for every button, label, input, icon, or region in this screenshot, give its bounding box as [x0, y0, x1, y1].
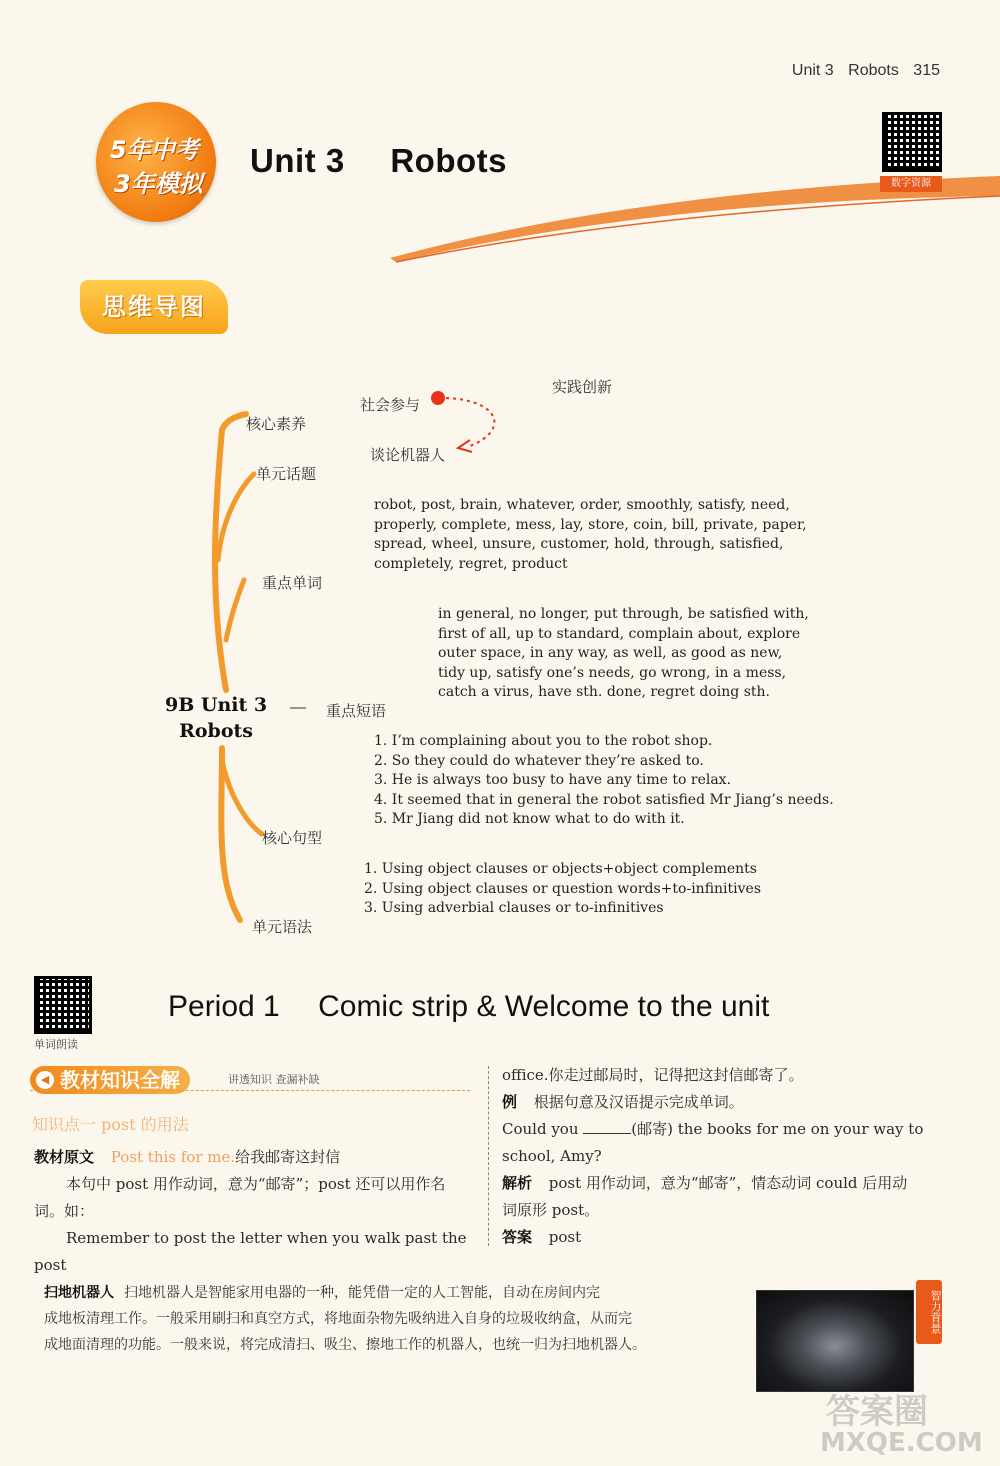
speaker-icon: ◀: [36, 1071, 54, 1089]
grammar-line: 1. Using object clauses or objects+object complements: [364, 861, 757, 877]
phrase-list: [438, 605, 809, 703]
sentence-line: 2. So they could do whatever they’re asked to.: [374, 752, 704, 769]
logo-line2: 3年模拟: [114, 170, 203, 198]
branch-theme: 单元话题: [256, 465, 317, 483]
phrase-line: catch a virus, have sth. done, regret doing sth.: [438, 684, 770, 700]
period-number: Period 1: [168, 990, 280, 1023]
original-translation: 给我邮寄这封信: [235, 1148, 341, 1166]
column-divider: [488, 1066, 489, 1246]
analysis-cont: 词原形 post。: [502, 1201, 600, 1219]
example-line: office.你走过邮局时，记得把这封信邮寄了。: [502, 1066, 804, 1084]
period-title: [168, 990, 769, 1024]
mindmap-talk: 谈论机器人: [370, 446, 446, 464]
note-line: 成地面清理的功能。一般来说，将完成清扫、吸尘、擦地工作的机器人，也统一归为扫地机器人。: [44, 1337, 646, 1353]
explanation-line: 词。如：: [34, 1202, 95, 1220]
analysis-text: post 用作动词，意为“邮寄”，情态动词 could 后用动: [548, 1174, 908, 1192]
section-badge-label: 教材知识全解: [60, 1068, 180, 1092]
right-column: [502, 1062, 946, 1251]
phrase-line: in general, no longer, put through, be satisfied with,: [438, 606, 809, 622]
header-topic: Robots: [848, 62, 899, 79]
word-line: robot, post, brain, whatever, order, smoothly, satisfy, need,: [374, 497, 790, 513]
example-line: Remember to post the letter when you walk past the post: [34, 1229, 467, 1274]
background-tag: 智力背景: [916, 1280, 942, 1344]
logo-line1: 5年中考: [110, 136, 199, 164]
branch-sentences: 核心句型: [262, 829, 323, 847]
word-line: completely, regret, product: [374, 555, 568, 572]
note-line: [44, 1280, 740, 1306]
background-note: [44, 1280, 740, 1358]
analysis-row: [502, 1170, 946, 1197]
grammar-list: [364, 860, 761, 919]
answer-label: 答案: [502, 1228, 533, 1246]
word-list: [374, 496, 807, 574]
answer-row: [502, 1224, 946, 1251]
mindmap-center: [165, 692, 267, 744]
mindmap-practice: 实践创新: [552, 378, 613, 396]
exercise-row: [502, 1089, 946, 1116]
note-text: 扫地机器人是智能家用电器的一种，能凭借一定的人工智能，自动在房间内完: [124, 1285, 600, 1301]
analysis-label: 解析: [502, 1174, 533, 1192]
exercise-question: [502, 1116, 946, 1143]
sentence-line: 5. Mr Jiang did not know what to do with it.: [374, 811, 685, 827]
explanation-line: 本句中 post 用作动词，意为“邮寄”；post 还可以用作名: [66, 1175, 446, 1193]
branch-words: 重点单词: [262, 574, 323, 592]
word-line: properly, complete, mess, lay, store, coin, bill, private, paper,: [374, 516, 807, 533]
grammar-line: 3. Using adverbial clauses or to-infinitives: [364, 900, 664, 916]
section-subtitle: 讲透知识 查漏补缺: [228, 1073, 320, 1086]
left-column: [34, 1144, 474, 1279]
period-name: Comic strip & Welcome to the unit: [318, 990, 770, 1023]
phrase-line: tidy up, satisfy one’s needs, go wrong, in a mess,: [438, 664, 787, 681]
sentence-line: 1. I’m complaining about you to the robot shop.: [374, 733, 713, 749]
branch-grammar: 单元语法: [252, 918, 313, 936]
watermark-url: MXQE.COM: [820, 1428, 983, 1458]
mindmap-social: 社会参与: [360, 396, 421, 414]
answer-blank[interactable]: [583, 1133, 631, 1134]
sentence-line: 4. It seemed that in general the robot satisfied Mr Jiang’s needs.: [374, 791, 834, 808]
note-line: 成地板清理工作。一般采用刷扫和真空方式，将地面杂物先吸纳进入自身的垃圾收纳盒，从而完: [44, 1311, 632, 1327]
branch-phrases: 重点短语: [326, 702, 387, 720]
question-part1: Could you: [502, 1120, 579, 1138]
center-line1: 9B Unit 3: [165, 694, 268, 716]
unit-title-number: Unit 3: [250, 142, 345, 179]
sentence-line: 3. He is always too busy to have any time to relax.: [374, 772, 732, 788]
exercise-label: 例: [502, 1093, 518, 1111]
original-sentence: Post this for me.: [110, 1148, 236, 1166]
word-line: spread, wheel, unsure, customer, hold, through, satisfied,: [374, 536, 784, 552]
exercise-instruction: 根据句意及汉语提示完成单词。: [533, 1093, 744, 1111]
header-unit: Unit 3: [791, 62, 834, 79]
center-line2: Robots: [179, 720, 253, 742]
knowledge-point-title: 知识点一 post 的用法: [32, 1115, 189, 1134]
original-label: 教材原文: [34, 1148, 95, 1166]
sentence-list: [374, 732, 834, 830]
answer-text: post: [548, 1228, 582, 1246]
phrase-line: outer space, in any way, as well, as good as new,: [438, 645, 783, 661]
exercise-question-cont: school, Amy?: [502, 1147, 602, 1165]
mindmap-badge: 思维导图: [80, 280, 228, 334]
watermark-logo: 答案圈: [826, 1392, 928, 1432]
qr-label-digital: 数字资源: [880, 176, 942, 192]
note-title: 扫地机器人: [44, 1285, 114, 1301]
unit-title-topic: Robots: [390, 142, 507, 179]
section-divider: [30, 1090, 470, 1091]
robot-vacuum-photo: [756, 1290, 914, 1392]
original-text-row: [34, 1144, 474, 1171]
qr-label-vocab: 单词朗读: [34, 1038, 78, 1051]
qr-code-icon[interactable]: [34, 976, 92, 1034]
phrase-line: first of all, up to standard, complain about, explore: [438, 625, 801, 642]
question-part2: (邮寄) the books for me on your way to: [631, 1120, 924, 1138]
page-number: 315: [913, 62, 940, 79]
grammar-line: 2. Using object clauses or question words+to-infinitives: [364, 880, 762, 897]
branch-core: 核心素养: [246, 415, 307, 433]
